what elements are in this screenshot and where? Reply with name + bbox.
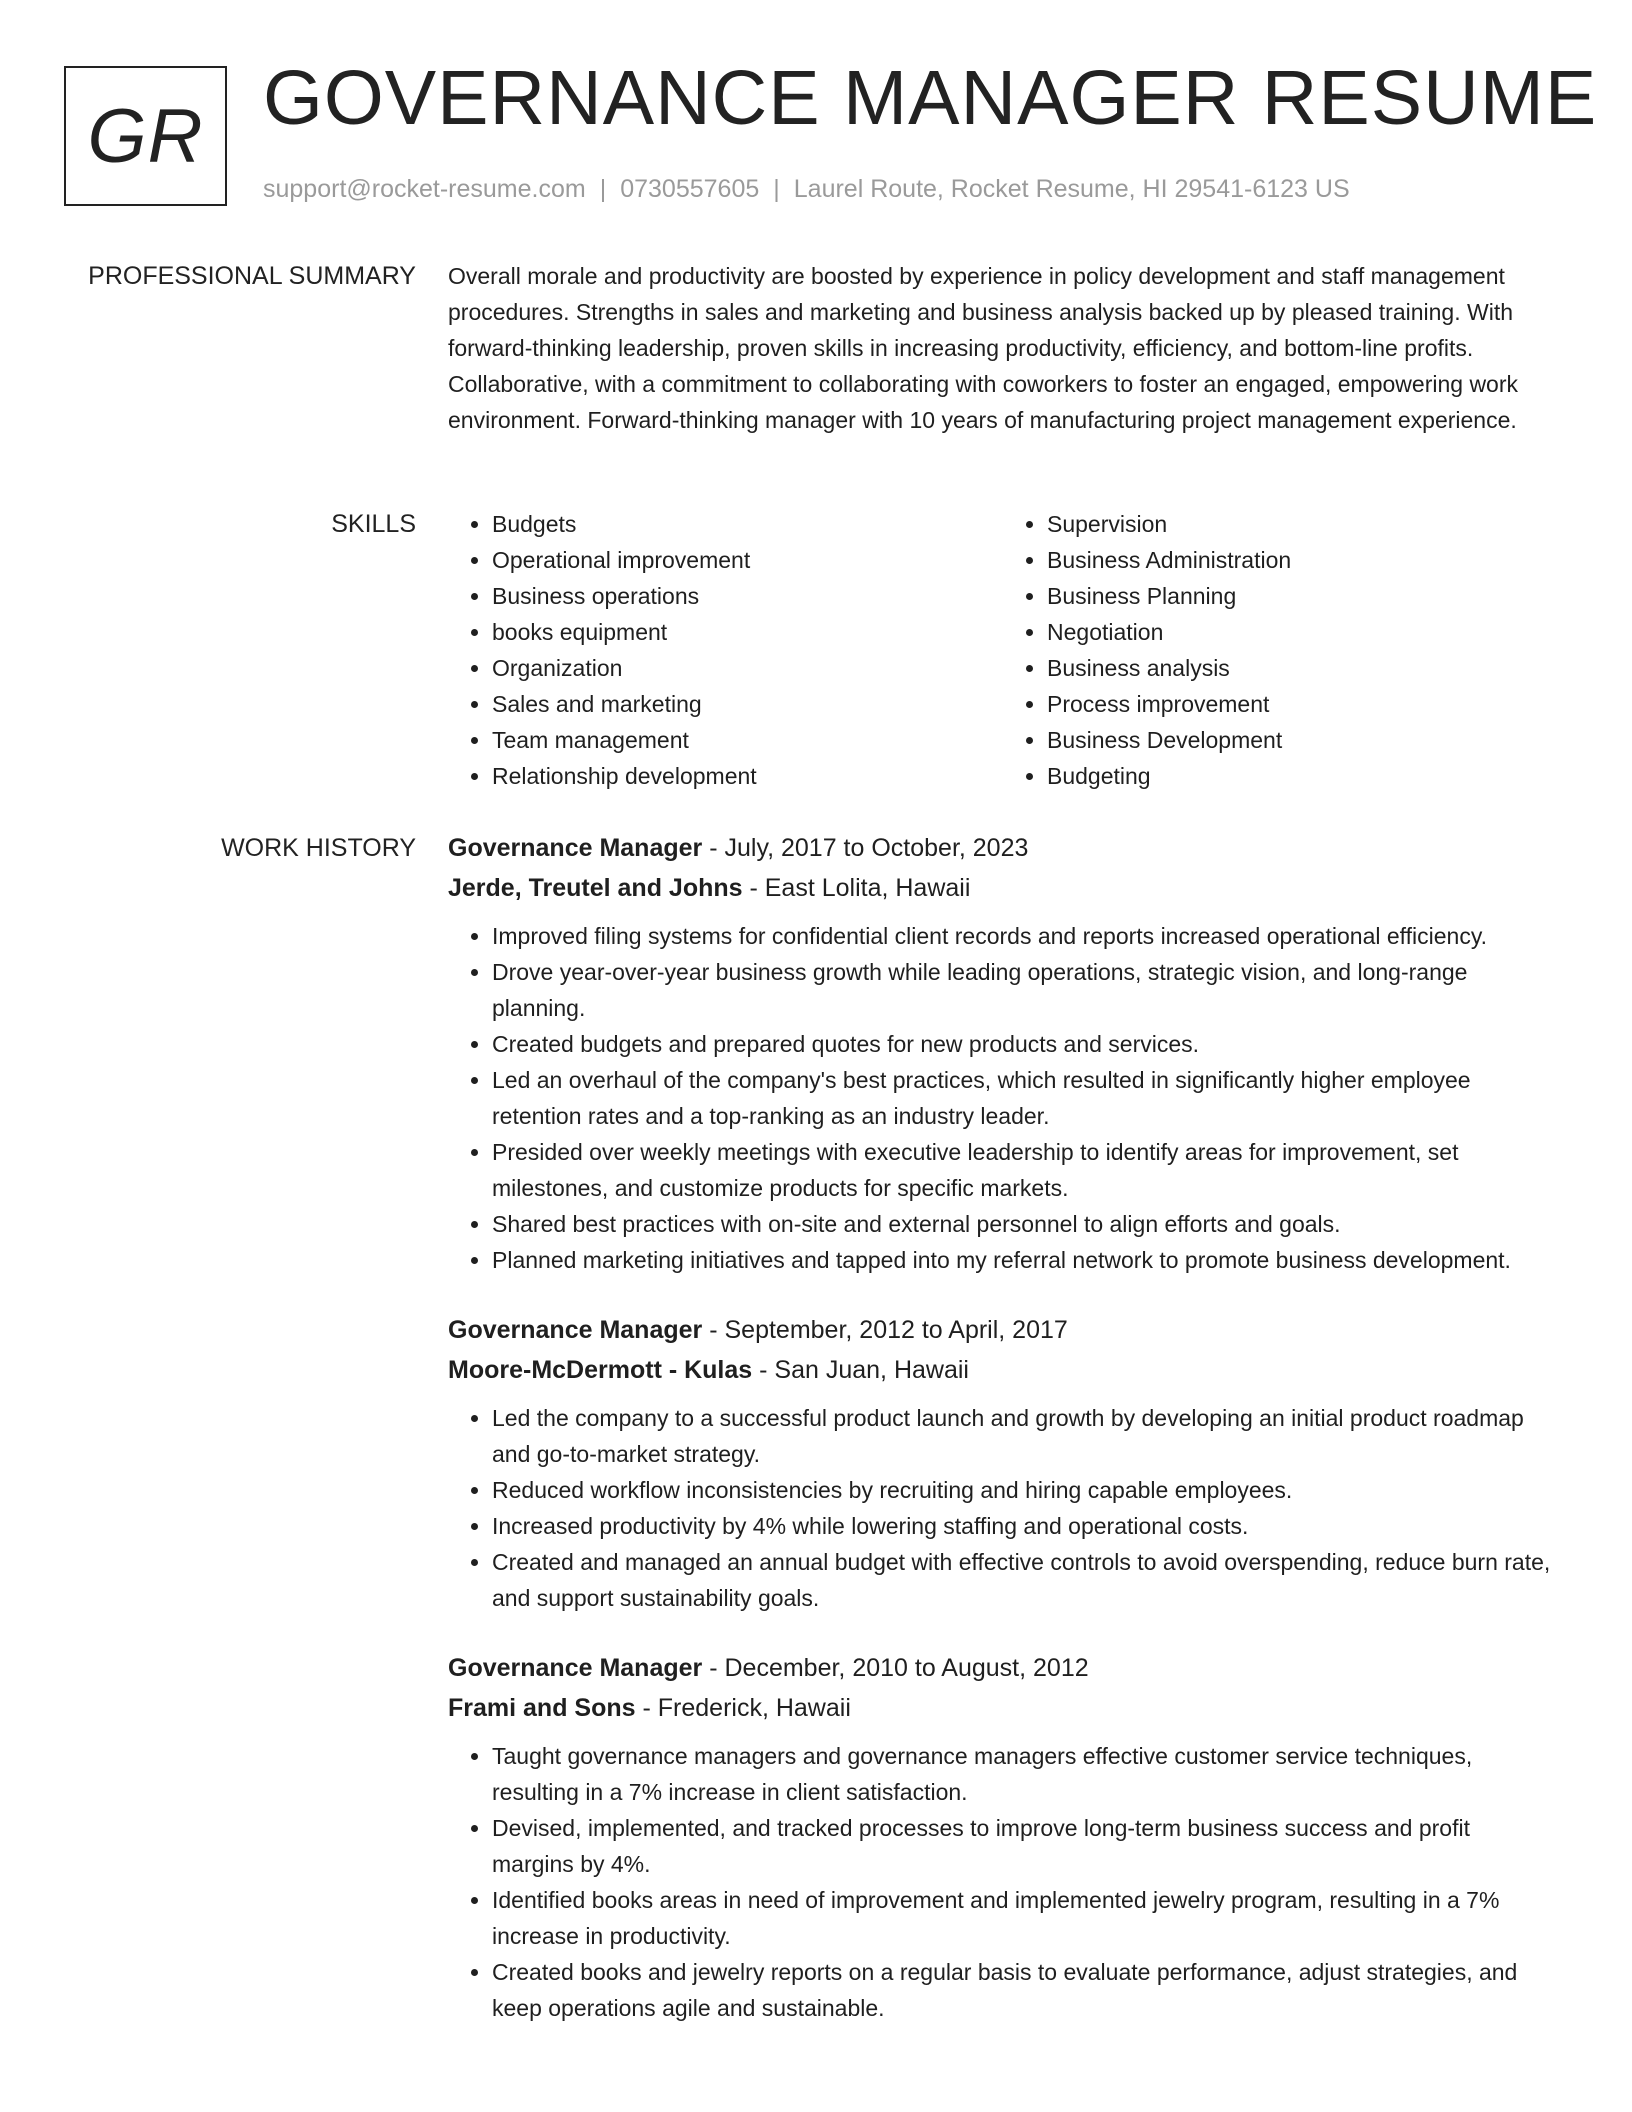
job-entry — [448, 828, 1558, 1278]
job-bullet: • Identified books areas in need of improvement and implemented jewelry program, resulting in a 7% increase in productivity. — [492, 1882, 1558, 1954]
job-bullets — [448, 1738, 1558, 2026]
job-bullet: • Drove year-over-year business growth while leading operations, strategic vision, and long-range planning. — [492, 954, 1558, 1026]
contact-separator: | — [599, 175, 607, 203]
job-bullet: • Led an overhaul of the company's best practices, which resulted in significantly higher employee retention rates and a top-ranking as an industry leader. — [492, 1062, 1558, 1134]
job-bullet: • Created budgets and prepared quotes for new products and services. — [492, 1026, 1558, 1062]
job-bullet: • Shared best practices with on-site and external personnel to align efforts and goals. — [492, 1206, 1558, 1242]
job-company: Moore-McDermott - Kulas — [448, 1356, 753, 1384]
job-company: Jerde, Treutel and Johns — [448, 874, 743, 902]
skill-item: • Budgeting — [1047, 758, 1552, 794]
skill-item: • Business operations — [492, 578, 997, 614]
dash-separator: - — [702, 1654, 725, 1682]
skill-item: • Business Planning — [1047, 578, 1552, 614]
section-label-work-history: WORK HISTORY — [221, 834, 416, 862]
skills-list-right — [1003, 506, 1552, 794]
job-bullet: • Created books and jewelry reports on a regular basis to evaluate performance, adjust strategies, and keep operations agile and sustainable. — [492, 1954, 1558, 2026]
skill-item: • Budgets — [492, 506, 997, 542]
job-title-line — [448, 1310, 1558, 1350]
summary-body — [448, 258, 1558, 438]
contact-address: Laurel Route, Rocket Resume, HI 29541-6123 US — [793, 175, 1350, 203]
skills-list-left — [448, 506, 997, 794]
dash-separator: - — [702, 834, 725, 862]
job-location: Frederick, Hawaii — [657, 1694, 851, 1722]
skills-body — [448, 506, 1558, 794]
contact-separator: | — [773, 175, 780, 203]
job-bullets — [448, 1400, 1558, 1616]
job-bullet: • Led the company to a successful product launch and growth by developing an initial product roadmap and go-to-market strategy. — [492, 1400, 1558, 1472]
job-bullet: • Devised, implemented, and tracked processes to improve long-term business success and profit margins by 4%. — [492, 1810, 1558, 1882]
job-title: Governance Manager — [448, 1654, 703, 1682]
job-bullet: • Taught governance managers and governance managers effective customer service techniques, resulting in a 7% increase in client satisfaction. — [492, 1738, 1558, 1810]
skill-item: • books equipment — [492, 614, 997, 650]
job-title-line — [448, 828, 1558, 868]
skill-item: • Team management — [492, 722, 997, 758]
job-entry — [448, 1310, 1558, 1616]
job-bullet: • Improved filing systems for confidential client records and reports increased operational efficiency. — [492, 918, 1558, 954]
dash-separator: - — [742, 874, 765, 902]
skill-item: • Process improvement — [1047, 686, 1552, 722]
job-dates: July, 2017 to October, 2023 — [724, 834, 1029, 862]
job-dates: December, 2010 to August, 2012 — [724, 1654, 1089, 1682]
job-entry — [448, 1648, 1558, 2026]
job-bullet: • Created and managed an annual budget with effective controls to avoid overspending, reduce burn rate, and support sustainability goals. — [492, 1544, 1558, 1616]
skill-item: • Business Administration — [1047, 542, 1552, 578]
skill-item: • Negotiation — [1047, 614, 1552, 650]
job-location: San Juan, Hawaii — [774, 1356, 969, 1384]
contact-line — [263, 175, 1350, 204]
contact-phone: 0730557605 — [620, 175, 760, 203]
job-company-line — [448, 1688, 1558, 1728]
skill-item: • Operational improvement — [492, 542, 997, 578]
job-title-line — [448, 1648, 1558, 1688]
job-location: East Lolita, Hawaii — [764, 874, 971, 902]
job-bullet: • Increased productivity by 4% while lowering staffing and operational costs. — [492, 1508, 1558, 1544]
job-company-line — [448, 868, 1558, 908]
job-company-line — [448, 1350, 1558, 1390]
job-title: Governance Manager — [448, 834, 703, 862]
job-title: Governance Manager — [448, 1316, 703, 1344]
skill-item: • Business analysis — [1047, 650, 1552, 686]
job-bullet: • Reduced workflow inconsistencies by recruiting and hiring capable employees. — [492, 1472, 1558, 1508]
job-bullet: • Presided over weekly meetings with executive leadership to identify areas for improvement, set milestones, and customize products for specific markets. — [492, 1134, 1558, 1206]
contact-email: support@rocket-resume.com — [263, 175, 586, 203]
work-history-body — [448, 828, 1558, 2058]
job-bullets — [448, 918, 1558, 1278]
summary-text: Overall morale and productivity are boosted by experience in policy development and staff management procedures. Strengths in sales and marketing and business analysis backed up by pleased training. With forward-thinking leadership, proven skills in increasing productivity, efficiency, and bottom-line profits. Collaborative, with a commitment to collaborating with coworkers to foster an engaged, empowering work environment. Forward-thinking manager with 10 years of manufacturing project management experience. — [448, 263, 1519, 433]
job-bullet: • Planned marketing initiatives and tapped into my referral network to promote business development. — [492, 1242, 1558, 1278]
skill-item: • Relationship development — [492, 758, 997, 794]
dash-separator: - — [702, 1316, 725, 1344]
section-label-summary: PROFESSIONAL SUMMARY — [88, 262, 416, 290]
dash-separator: - — [635, 1694, 658, 1722]
skill-item: • Supervision — [1047, 506, 1552, 542]
job-company: Frami and Sons — [448, 1694, 636, 1722]
skill-item: • Organization — [492, 650, 997, 686]
skill-item: • Business Development — [1047, 722, 1552, 758]
resume-title: GOVERNANCE MANAGER RESUME — [263, 55, 1598, 141]
section-label-skills: SKILLS — [331, 510, 416, 538]
dash-separator: - — [752, 1356, 775, 1384]
monogram: GR — [64, 66, 227, 206]
skill-item: • Sales and marketing — [492, 686, 997, 722]
job-dates: September, 2012 to April, 2017 — [724, 1316, 1068, 1344]
